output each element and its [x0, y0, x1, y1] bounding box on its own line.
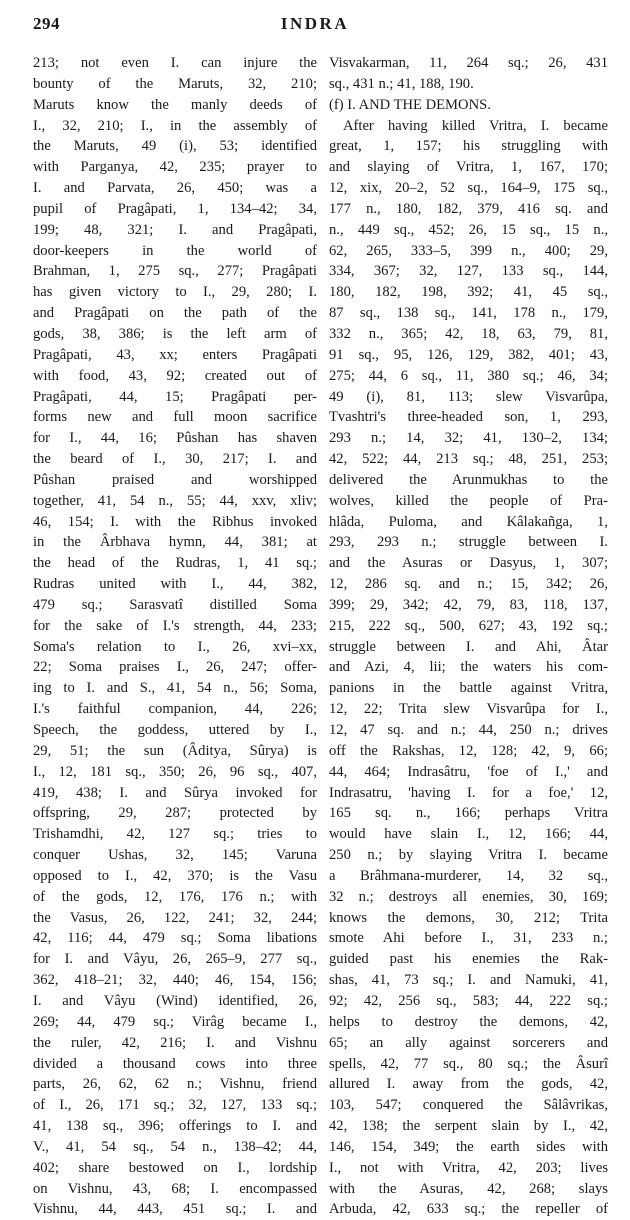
text-line: and Pragâpati on the path of the [33, 305, 317, 322]
text-line: 180, 182, 198, 392; 41, 45 sq., [329, 284, 608, 301]
text-line: of I., 26, 171 sq.; 32, 127, 133 sq.; [33, 1097, 317, 1114]
text-line: for the sake of I.'s strength, 44, 233; [33, 617, 317, 634]
text-line: for I. and Vâyu, 26, 265–9, 277 sq., [33, 951, 317, 968]
text-line: would have slain I., 12, 166; 44, [329, 826, 608, 843]
text-line: the ruler, 42, 216; I. and Vishnu [33, 1034, 317, 1051]
text-line: great, 1, 157; his struggling with [329, 138, 608, 155]
text-line: the head of the Rudras, 1, 41 sq.; [33, 555, 317, 572]
text-line: shas, 41, 73 sq.; I. and Namuki, 41, [329, 972, 608, 989]
text-line: guided past his enemies the Rak- [329, 951, 608, 968]
text-line: 293, 293 n.; struggle between I. [329, 534, 608, 551]
text-line: I., 32, 210; I., in the assembly of [33, 117, 317, 134]
text-line: 165 sq. n., 166; perhaps Vritra [329, 805, 608, 822]
text-line: 334, 367; 32, 127, 133 sq., 144, [329, 263, 608, 280]
text-line: 146, 154, 349; the earth sides with [329, 1138, 608, 1155]
text-line: 332 n., 365; 42, 18, 63, 79, 81, [329, 325, 608, 342]
text-line: the Maruts, 49 (i), 53; identified [33, 138, 317, 155]
text-line: and Azi, 4, lii; the waters his com- [329, 659, 608, 676]
text-line: Soma's relation to I., 26, xvi–xx, [33, 638, 317, 655]
text-line: spells, 42, 77 sq., 80 sq.; the Âsurî [329, 1055, 608, 1072]
text-line: 419, 438; I. and Sûrya invoked for [33, 784, 317, 801]
text-line: 12, 47 sq. and n.; 44, 250 n.; drives [329, 722, 608, 738]
text-line: delivered the Arunmukhas to the [329, 471, 608, 488]
text-line: 269; 44, 479 sq.; Virâg became I., [33, 1013, 317, 1030]
text-line: Brahman, 1, 275 sq., 277; Pragâpati [33, 263, 317, 280]
text-line: 32 n.; destroys all enemies, 30, 169; [329, 888, 608, 905]
text-line: 293 n.; 14, 32; 41, 130–2, 134; [329, 430, 608, 447]
text-line: conquer Ushas, 32, 145; Varuna [33, 847, 317, 864]
page-number: 294 [33, 14, 60, 33]
text-line: gods, 38, 386; is the left arm of [33, 325, 317, 342]
text-line: the Vasus, 26, 122, 241; 32, 244; [33, 909, 317, 926]
running-head: INDRA [280, 14, 350, 33]
text-line: divided a thousand cows into three [33, 1055, 317, 1072]
text-line: ing to I. and S., 41, 54 n., 56; Soma, [33, 680, 317, 697]
text-line: knows the demons, 30, 212; Trita [329, 909, 608, 926]
text-line: 87 sq., 138 sq., 141, 178 n., 179, [329, 305, 608, 322]
text-line: 215, 222 sq., 500, 627; 43, 192 sq.; [329, 617, 608, 634]
text-line: 65; an ally against sorcerers and [329, 1034, 608, 1051]
text-line: n., 449 sq., 452; 26, 15 sq., 15 n., [329, 221, 608, 238]
right-column [329, 53, 608, 1220]
text-line: Tvashtri's three-headed son, 1, 293, [329, 409, 608, 426]
text-line: opposed to I., 42, 370; is the Vasu [33, 867, 317, 884]
text-line: Pragâpati, 44, 15; Pragâpati per- [33, 388, 317, 405]
text-line: Trishamdhi, 42, 127 sq.; tries to [33, 826, 317, 843]
text-line: Indrasatru, 'having I. for a foe,' 12, [329, 784, 608, 801]
text-line: and slaying of Vritra, 1, 167, 170; [329, 159, 608, 176]
text-line: door-keepers in the world of [33, 242, 317, 259]
text-line: 12, 22; Trita slew Visvarûpa for I., [329, 701, 608, 718]
text-line: 41, 138 sq., 396; offerings to I. and [33, 1118, 317, 1135]
text-line: offspring, 29, 287; protected by [33, 805, 317, 822]
text-line: Visvakarman, 11, 264 sq.; 26, 431 [329, 55, 608, 71]
text-line: 12, xix, 20–2, 52 sq., 164–9, 175 sq., [329, 180, 608, 197]
text-line: with food, 43, 92; created out of [33, 367, 317, 384]
text-line: panions in the battle against Vritra, [329, 680, 608, 697]
text-line: together, 41, 54 n., 55; 44, xxv, xliv; [33, 492, 317, 509]
left-column [33, 53, 317, 1220]
text-line: 42, 116; 44, 479 sq.; Soma libations [33, 930, 317, 947]
text-line: 275; 44, 6 sq., 11, 380 sq.; 46, 34; [329, 367, 608, 384]
text-line: 92; 42, 256 sq., 583; 44, 222 sq.; [329, 992, 608, 1009]
text-line: parts, 26, 62, 62 n.; Vishnu, friend [33, 1076, 317, 1093]
text-line: struggle between I. and Ahi, Âtar [329, 638, 608, 655]
text-line: 46, 154; I. with the Ribhus invoked [33, 513, 317, 530]
text-line: 399; 29, 342; 42, 79, 83, 118, 137, [329, 596, 608, 613]
text-line: off the Rakshas, 12, 128; 42, 9, 66; [329, 742, 608, 759]
text-line: Maruts know the manly deeds of [33, 96, 317, 113]
text-line: 62, 265, 333–5, 399 n., 400; 29, [329, 242, 608, 259]
text-line: hlâda, Puloma, and Kâlakañga, 1, [329, 513, 608, 530]
text-line: 42, 522; 44, 213 sq.; 48, 251, 253; [329, 451, 608, 468]
text-line: Arbuda, 42, 633 sq.; the repeller of [329, 1201, 608, 1218]
text-line: 12, 286 sq. and n.; 15, 342; 26, [329, 576, 608, 593]
text-line: in the Ârbhava hymn, 44, 381; at [33, 534, 317, 551]
text-line: 250 n.; by slaying Vritra I. became [329, 847, 608, 864]
text-line: bounty of the Maruts, 32, 210; [33, 75, 317, 92]
text-line: 177 n., 180, 182, 379, 416 sq. and [329, 200, 608, 217]
text-line: 22; Soma praises I., 26, 247; offer- [33, 659, 317, 676]
text-line: Speech, the goddess, uttered by I., [33, 722, 317, 738]
text-line: 362, 418–21; 32, 440; 46, 154, 156; [33, 972, 317, 989]
text-line: 29, 51; the sun (Âditya, Sûrya) is [33, 742, 317, 759]
text-line: on Vishnu, 43, 68; I. encompassed [33, 1180, 317, 1197]
text-line: 199; 48, 321; I. and Pragâpati, [33, 221, 317, 238]
text-line: Vishnu, 44, 443, 451 sq.; I. and [33, 1201, 317, 1218]
text-line: Pûshan praised and worshipped [33, 471, 317, 488]
text-line: forms new and full moon sacrifice [33, 409, 317, 426]
text-line: V., 41, 54 sq., 54 n., 138–42; 44, [33, 1138, 317, 1155]
text-line: 103, 547; conquered the Sâlâvrikas, [329, 1097, 608, 1114]
text-line: I. and Parvata, 26, 450; was a [33, 180, 317, 197]
text-line: pupil of Pragâpati, 1, 134–42; 34, [33, 200, 317, 217]
text-line: After having killed Vritra, I. became [343, 117, 608, 134]
text-line: I. and Vâyu (Wind) identified, 26, [33, 992, 317, 1009]
text-line: 213; not even I. can injure the [33, 55, 317, 71]
text-line: 49 (i), 81, 113; slew Visvarûpa, [329, 388, 608, 405]
text-line: with the Asuras, 42, 268; slays [329, 1180, 608, 1197]
text-line: of the gods, 12, 176, 176 n.; with [33, 888, 317, 905]
text-line: for I., 44, 16; Pûshan has shaven [33, 430, 317, 447]
text-line: 402; share bestowed on I., lordship [33, 1159, 317, 1176]
text-line: a Brâhmana-murderer, 14, 32 sq., [329, 867, 608, 884]
text-line: I., not with Vritra, 42, 203; lives [329, 1159, 608, 1176]
text-line: the beard of I., 30, 217; I. and [33, 451, 317, 468]
text-line: smote Ahi before I., 31, 233 n.; [329, 930, 608, 947]
text-line: I.'s faithful companion, 44, 226; [33, 701, 317, 718]
text-line: 479 sq.; Sarasvatî distilled Soma [33, 596, 317, 613]
text-line: sq., 431 n.; 41, 188, 190. [329, 75, 474, 92]
text-line: and the Asuras or Dasyus, 1, 307; [329, 555, 608, 572]
text-line: allured I. away from the gods, 42, [329, 1076, 608, 1093]
text-line: wolves, killed the people of Pra- [329, 492, 608, 509]
text-line: 42, 138; the serpent slain by I., 42, [329, 1118, 608, 1135]
text-line: 44, 464; Indrasâtru, 'foe of I.,' and [329, 763, 608, 780]
text-line: 91 sq., 95, 126, 129, 382, 401; 43, [329, 346, 608, 363]
text-line: helps to destroy the demons, 42, [329, 1013, 608, 1030]
text-line: (f) I. AND THE DEMONS. [329, 96, 491, 113]
text-line: has given victory to I., 29, 280; I. [33, 284, 317, 301]
text-line: with Parganya, 42, 235; prayer to [33, 159, 317, 176]
text-line: Pragâpati, 43, xx; enters Pragâpati [33, 346, 317, 363]
text-line: Rudras united with I., 44, 382, [33, 576, 317, 593]
text-line: I., 12, 181 sq., 350; 26, 96 sq., 407, [33, 763, 317, 780]
